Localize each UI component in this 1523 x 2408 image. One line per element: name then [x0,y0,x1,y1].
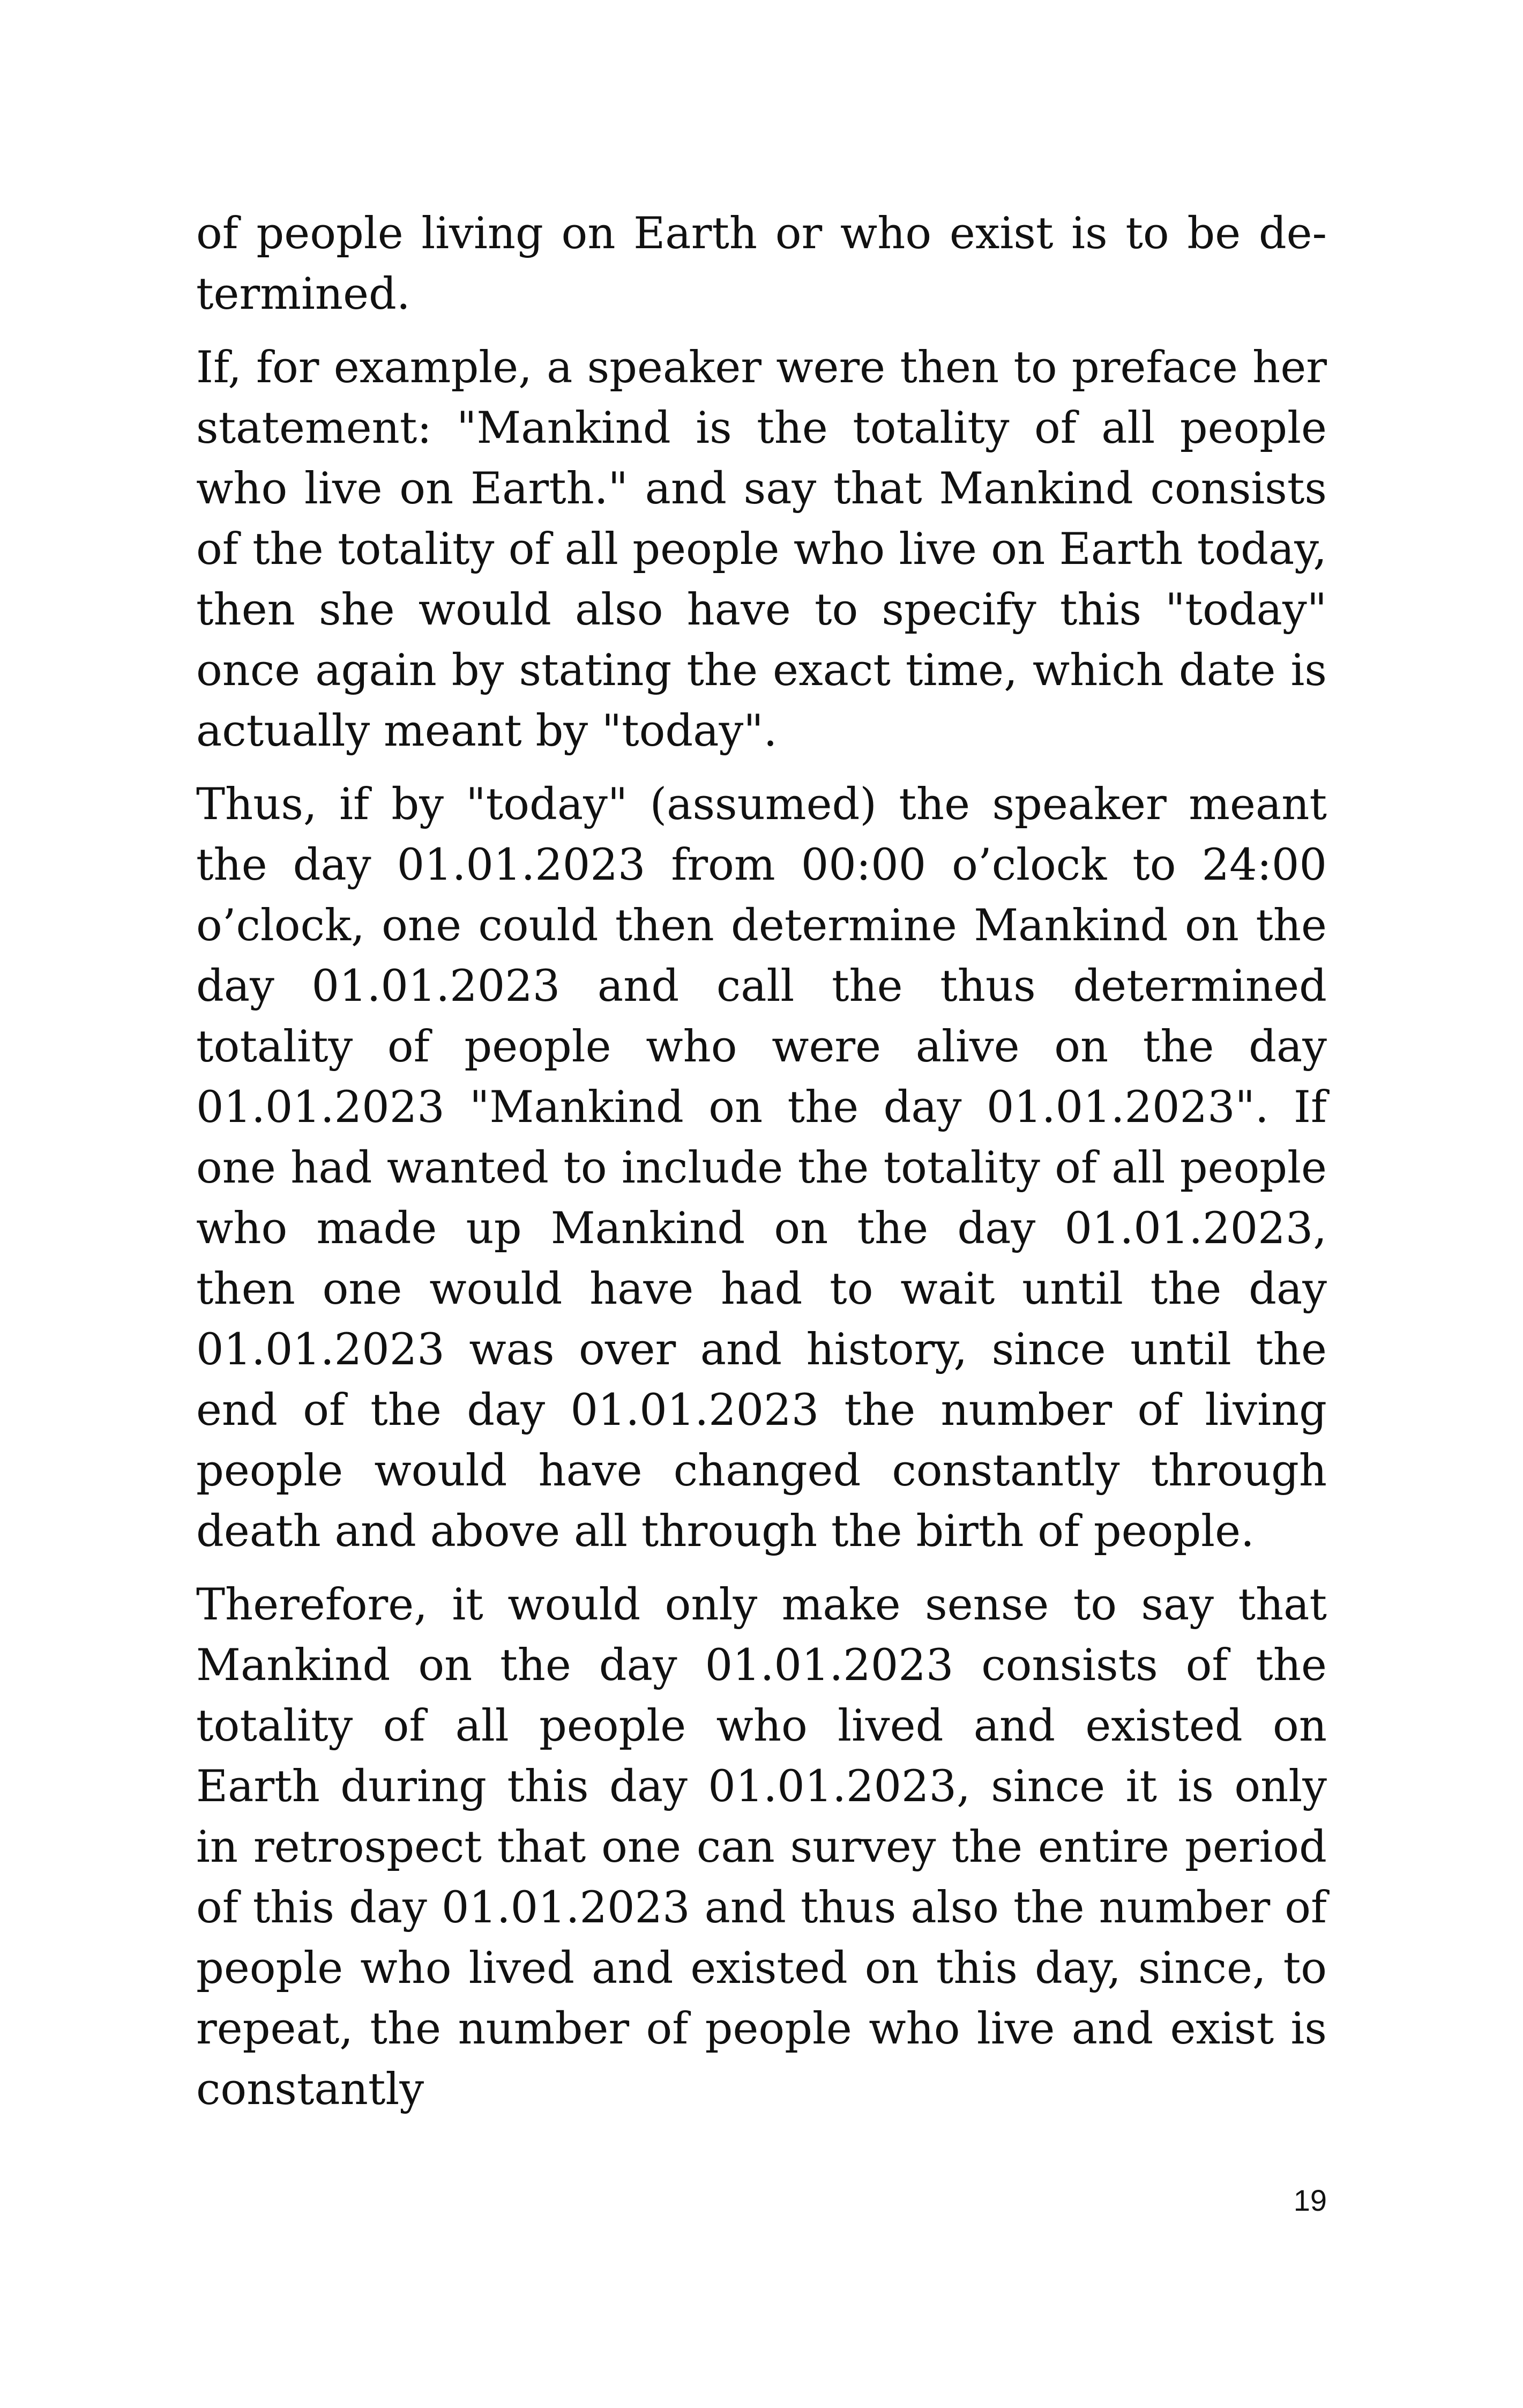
page-number: 19 [1293,2183,1327,2217]
paragraph-4: Therefore, it would only make sense to say that Mankind on the day 01.01.2023 consists of the totality of all people who lived and existed on Earth during this day 01.01.2023, since it is only in retrospect that one can survey the entire period of this day 01.01.2023 and thus also the number of people who lived and existed on this day, since, to repeat, the number of people who live and exist is constantly [196,1580,1327,2115]
paragraph-1: of people living on Earth or who exist is to be determined. [196,209,1327,319]
body-text [196,204,1327,2133]
paragraph-2: If, for example, a speaker were then to preface her statement: "Mankind is the totality of all people who live on Earth." and say that Mankind consists of the totality of all people who live on Earth today, then she would also have to specify this "today" once again by stating the exact time, which date is actually meant by "today". [196,343,1327,756]
paragraph-3: Thus, if by "today" (assumed) the speaker meant the day 01.01.2023 from 00:00 o’clock to 24:00 o’clock, one could then determine Mankind on the day 01.01.2023 and call the thus determined totality of people who were alive on the day 01.01.2023 "Mankind on the day 01.01.2023". If one had wanted to include the totality of all people who made up Mankind on the day 01.01.2023, then one would have had to wait until the day 01.01.2023 was over and history, since until the end of the day 01.01.2023 the number of living people would have changed constantly through death and above all through the birth of people. [196,779,1327,1557]
